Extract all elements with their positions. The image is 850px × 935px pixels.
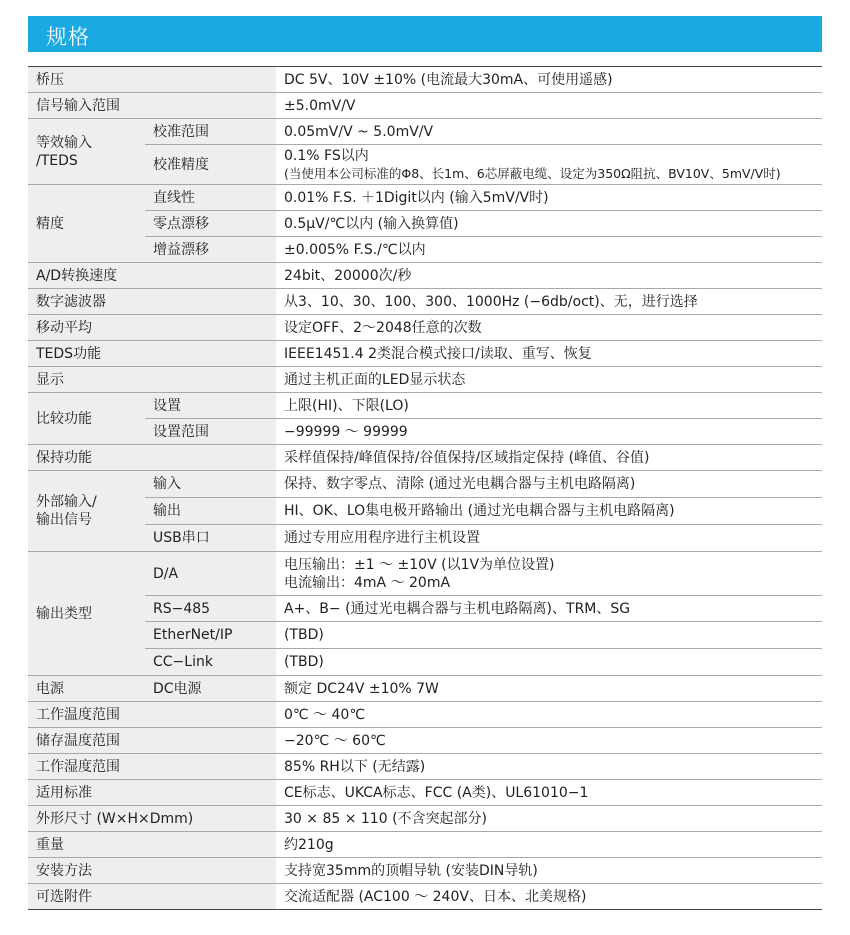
- section-title: 规格: [46, 25, 90, 49]
- table-row: [28, 832, 822, 858]
- table-row: [28, 445, 822, 471]
- table-row: [28, 263, 822, 289]
- table-row: [28, 145, 822, 185]
- row-value: A+、B− (通过光电耦合器与主机电路隔离)、TRM、SG: [276, 596, 822, 622]
- row-value: (TBD): [276, 649, 822, 676]
- row-value: HI、OK、LO集电极开路输出 (通过光电耦合器与主机电路隔离): [276, 498, 822, 525]
- row-value: 0.5μV/℃以内 (输入换算值): [276, 211, 822, 237]
- row-value: CE标志、UKCA标志、FCC (A类)、UL61010−1: [276, 780, 822, 806]
- row-label: 外形尺寸 (W×H×Dmm): [28, 806, 276, 832]
- table-row: [28, 702, 822, 728]
- row-value: 24bit、20000次/秒: [276, 263, 822, 289]
- row-label: 显示: [28, 367, 276, 393]
- spec-table: [28, 66, 822, 910]
- table-row: [28, 596, 822, 622]
- row-sublabel: 校准范围: [145, 119, 276, 145]
- table-row: [28, 341, 822, 367]
- table-row: [28, 780, 822, 806]
- table-row: [28, 367, 822, 393]
- row-label: 重量: [28, 832, 276, 858]
- table-row: [28, 884, 822, 910]
- row-value: (TBD): [276, 622, 822, 649]
- row-sublabel: USB串口: [145, 525, 276, 552]
- row-value: 额定 DC24V ±10% 7W: [276, 676, 822, 702]
- row-value: 85% RH以下 (无结露): [276, 754, 822, 780]
- row-value: 30 × 85 × 110 (不含突起部分): [276, 806, 822, 832]
- row-value: 从3、10、30、100、300、1000Hz (−6db/oct)、无，进行选择: [276, 289, 822, 315]
- row-label: 桥压: [28, 67, 276, 93]
- row-sublabel: 零点漂移: [145, 211, 276, 237]
- table-row: [28, 676, 822, 702]
- row-value: [276, 552, 822, 596]
- value-line: 0.1% FS以内: [284, 147, 369, 164]
- row-value: −99999 ～ 99999: [276, 419, 822, 445]
- row-sublabel: D/A: [145, 552, 276, 596]
- row-label: 数字滤波器: [28, 289, 276, 315]
- row-value: 通过主机正面的LED显示状态: [276, 367, 822, 393]
- table-row: [28, 237, 822, 263]
- table-row: [28, 471, 822, 498]
- row-label: 比较功能: [28, 393, 145, 445]
- row-value: IEEE1451.4 2类混合模式接口/读取、重写、恢复: [276, 341, 822, 367]
- row-value: 支持宽35mm的顶帽导轨 (安装DIN导轨): [276, 858, 822, 884]
- value-note: (当使用本公司标准的Φ8、长1m、6芯屏蔽电缆、设定为350Ω阻抗、BV10V、5mV/V时): [284, 165, 781, 181]
- row-label: 移动平均: [28, 315, 276, 341]
- table-row: [28, 525, 822, 552]
- row-value: 交流适配器 (AC100 ～ 240V、日本、北美规格): [276, 884, 822, 910]
- row-label: 适用标准: [28, 780, 276, 806]
- row-label: 信号输入范围: [28, 93, 276, 119]
- row-sublabel: CC−Link: [145, 649, 276, 676]
- table-row: [28, 858, 822, 884]
- row-sublabel: 直线性: [145, 185, 276, 211]
- row-value: DC 5V、10V ±10% (电流最大30mA、可使用遥感): [276, 67, 822, 93]
- row-label: 工作湿度范围: [28, 754, 276, 780]
- row-value: ±0.005% F.S./℃以内: [276, 237, 822, 263]
- row-value: 上限(HI)、下限(LO): [276, 393, 822, 419]
- row-value: 保持、数字零点、清除 (通过光电耦合器与主机电路隔离): [276, 471, 822, 498]
- row-value: ±5.0mV/V: [276, 93, 822, 119]
- row-label: 精度: [28, 185, 145, 263]
- table-row: [28, 315, 822, 341]
- row-value: 通过专用应用程序进行主机设置: [276, 525, 822, 552]
- row-sublabel: 增益漂移: [145, 237, 276, 263]
- row-label: 输出类型: [28, 552, 145, 676]
- table-row: [28, 728, 822, 754]
- table-row: [28, 67, 822, 93]
- row-label: 保持功能: [28, 445, 276, 471]
- row-value: 设定OFF、2～2048任意的次数: [276, 315, 822, 341]
- row-value: [276, 145, 822, 185]
- table-row: [28, 393, 822, 419]
- row-sublabel: DC电源: [145, 676, 276, 702]
- row-value: −20℃ ～ 60℃: [276, 728, 822, 754]
- row-label: A/D转换速度: [28, 263, 276, 289]
- table-row: [28, 211, 822, 237]
- row-label: TEDS功能: [28, 341, 276, 367]
- table-row: [28, 498, 822, 525]
- table-row: [28, 119, 822, 145]
- row-value: 0℃ ～ 40℃: [276, 702, 822, 728]
- row-label: 电源: [28, 676, 145, 702]
- section-header: [28, 16, 822, 52]
- table-row: [28, 93, 822, 119]
- row-sublabel: 设置范围: [145, 419, 276, 445]
- row-sublabel: 输入: [145, 471, 276, 498]
- row-label: 可选附件: [28, 884, 276, 910]
- table-row: [28, 649, 822, 676]
- row-value: 0.01% F.S. ＋1Digit以内 (输入5mV/V时): [276, 185, 822, 211]
- row-value: 约210g: [276, 832, 822, 858]
- row-label: 外部输入/ 输出信号: [28, 471, 145, 552]
- row-label: 安装方法: [28, 858, 276, 884]
- table-row: [28, 185, 822, 211]
- table-row: [28, 622, 822, 649]
- table-row: [28, 289, 822, 315]
- row-sublabel: EtherNet/IP: [145, 622, 276, 649]
- table-row: [28, 754, 822, 780]
- value-line: 电压输出：±1 ～ ±10V (以1V为单位设置): [284, 556, 555, 573]
- row-label: 储存温度范围: [28, 728, 276, 754]
- row-sublabel: 设置: [145, 393, 276, 419]
- value-line: 电流输出：4mA ～ 20mA: [284, 574, 451, 591]
- row-value: 采样值保持/峰值保持/谷值保持/区域指定保持 (峰值、谷值): [276, 445, 822, 471]
- row-label: 等效输入 /TEDS: [28, 119, 145, 185]
- row-value: 0.05mV/V ~ 5.0mV/V: [276, 119, 822, 145]
- table-row: [28, 806, 822, 832]
- table-row: [28, 419, 822, 445]
- row-sublabel: 校准精度: [145, 145, 276, 185]
- row-sublabel: RS−485: [145, 596, 276, 622]
- row-sublabel: 输出: [145, 498, 276, 525]
- table-row: [28, 552, 822, 596]
- row-label: 工作温度范围: [28, 702, 276, 728]
